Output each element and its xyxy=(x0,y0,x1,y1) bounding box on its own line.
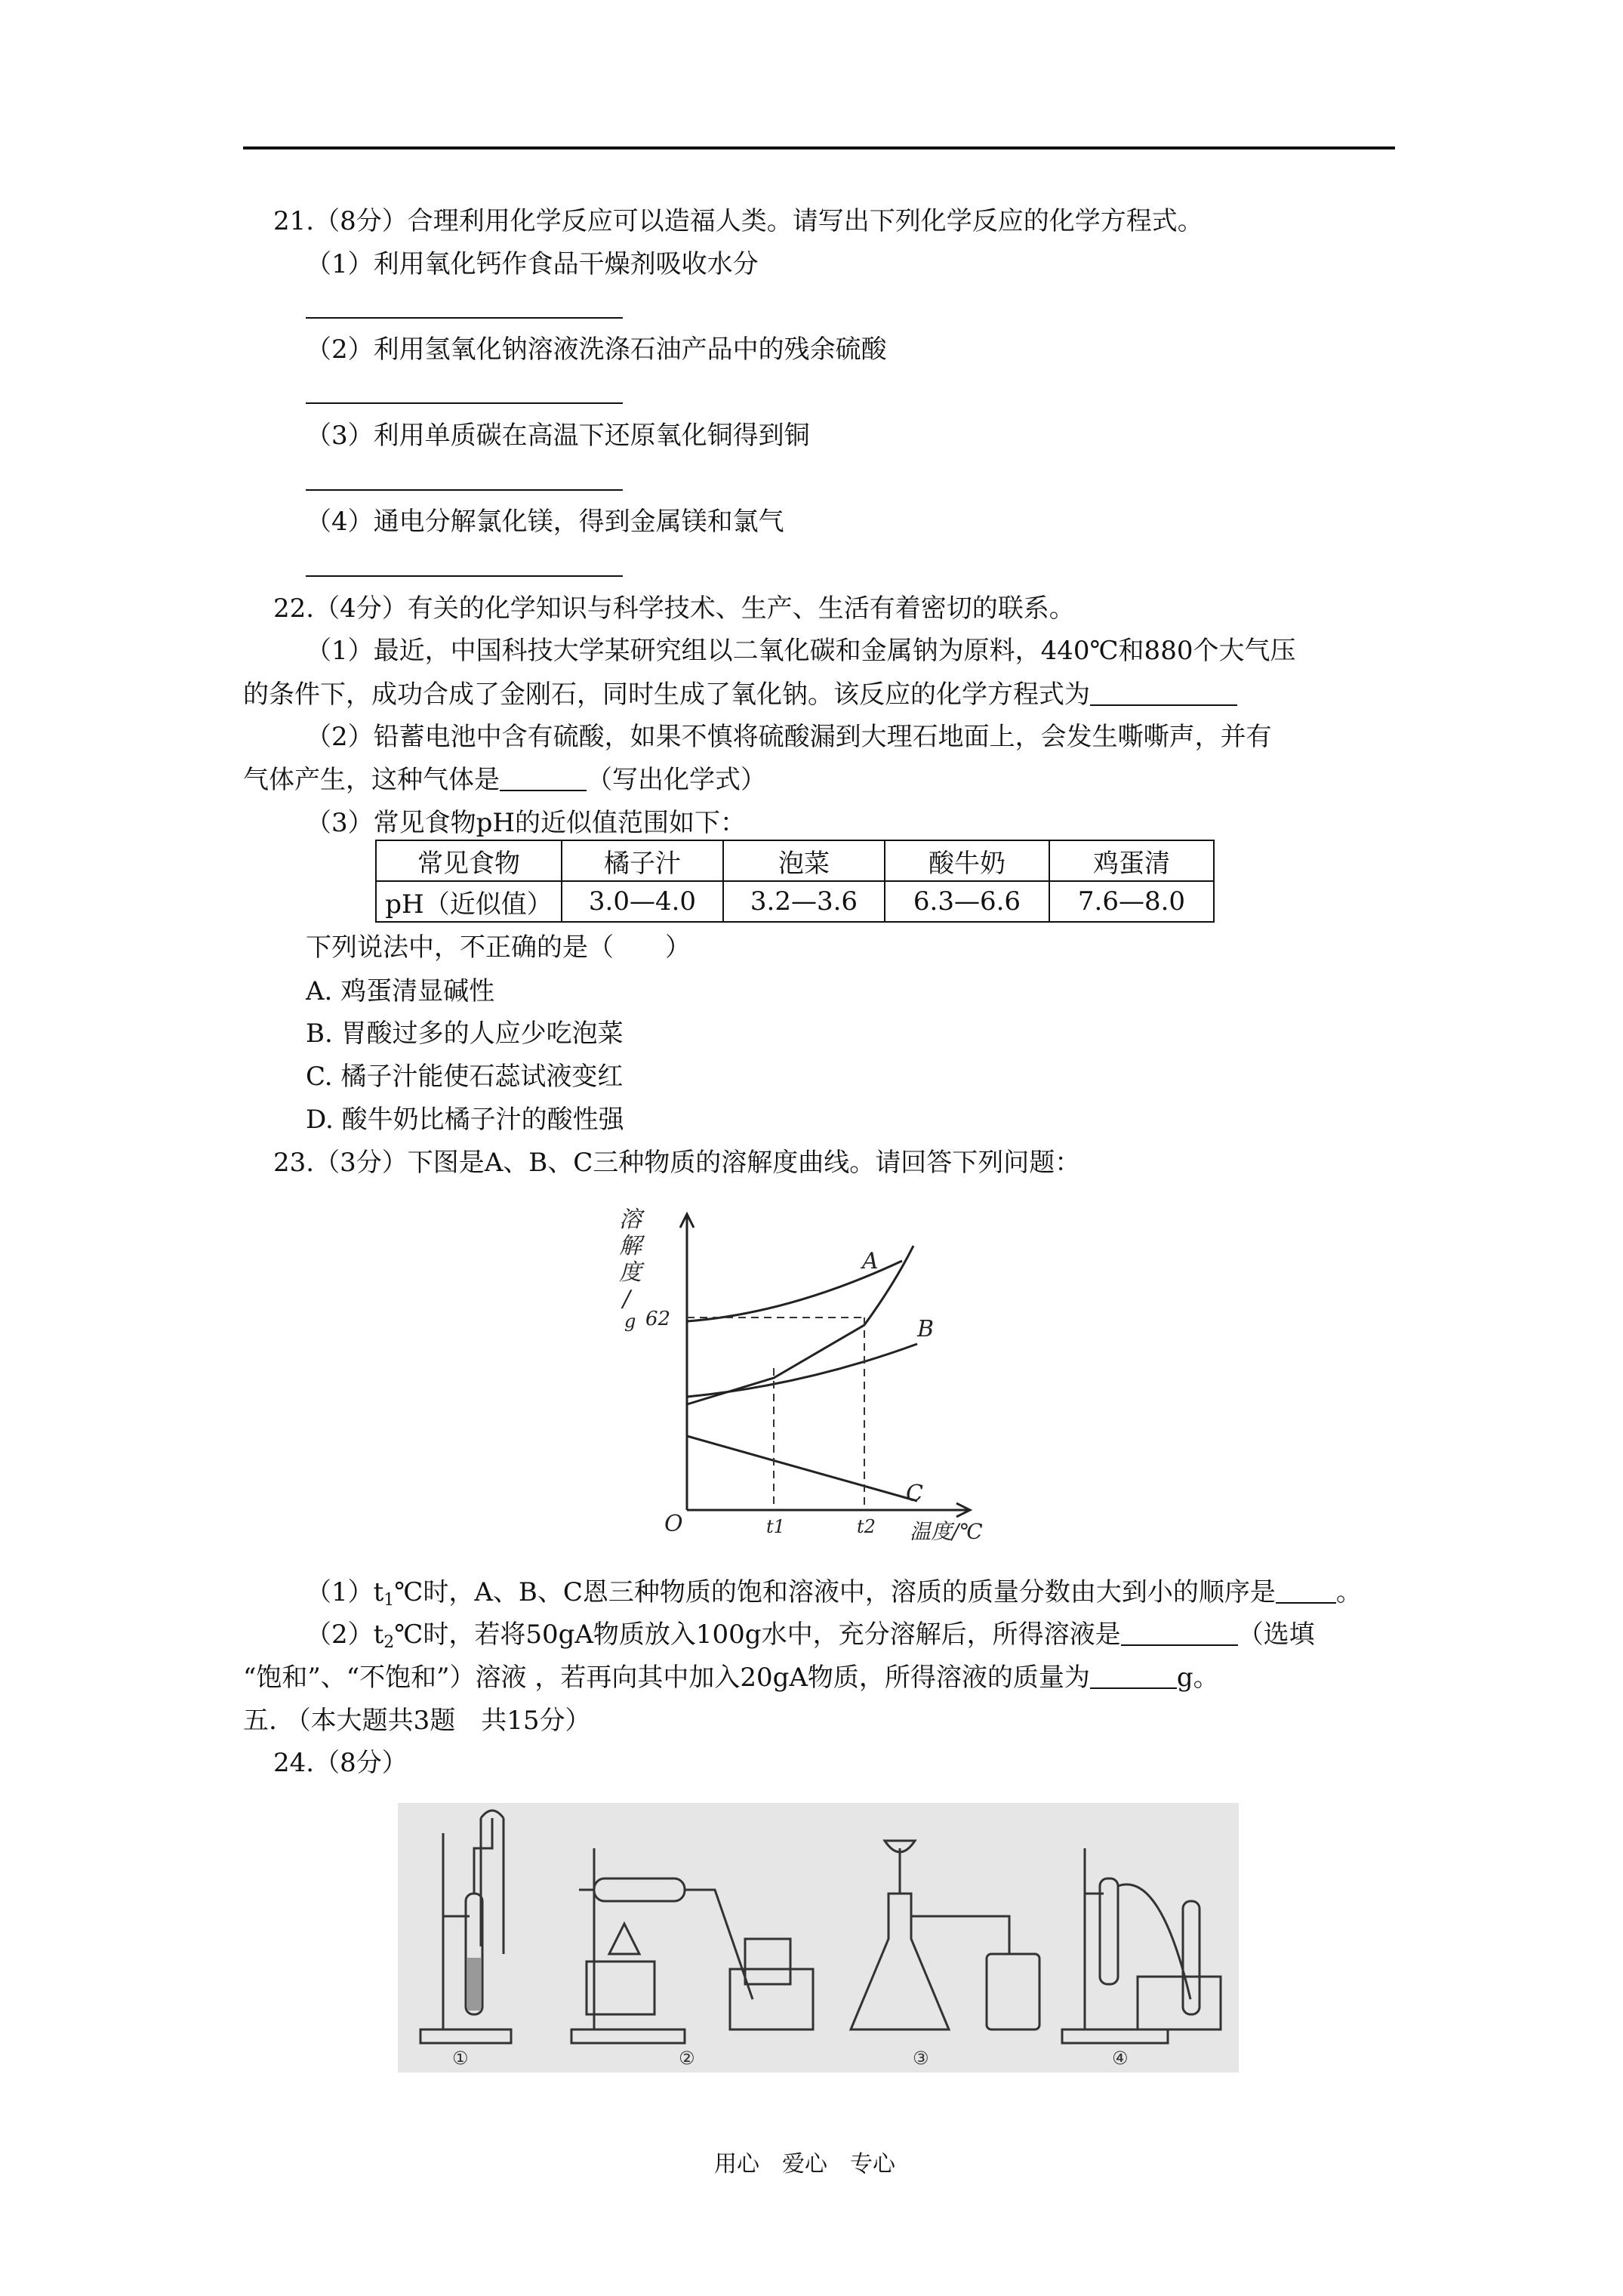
ph-table xyxy=(375,840,1215,923)
q22-p2-line1: （2）铅蓄电池中含有硫酸，如果不慎将硫酸漏到大理石地面上，会发生嘶嘶声，并有 xyxy=(306,722,1272,752)
q22-title: 22.（4分）有关的化学知识与科学技术、生产、生活有着密切的联系。 xyxy=(273,593,1075,624)
apparatus-label-3: ③ xyxy=(913,2048,929,2069)
page-footer: 用心 爱心 专心 xyxy=(714,2151,895,2177)
table-header: 鸡蛋清 xyxy=(1049,840,1214,881)
q23-p1 xyxy=(306,1579,1362,1609)
section-5-heading: 五. （本大题共3题 共15分） xyxy=(243,1706,591,1736)
q23-p2-text-b: ℃时，若将50gA物质放入100g水中，充分溶解后，所得溶液是 xyxy=(394,1620,1121,1650)
y-label-4: / xyxy=(623,1286,631,1312)
table-header: 常见食物 xyxy=(376,840,562,881)
q23-p2-line2-text: “饱和”、“不饱和”）溶液 ，若再向其中加入20gA物质，所得溶液的质量为 xyxy=(243,1663,1090,1693)
q22-p1-text: 的条件下，成功合成了金刚石，同时生成了氧化钠。该反应的化学方程式为 xyxy=(243,680,1090,710)
q23-p2-text-c: （选填 xyxy=(1237,1620,1315,1650)
table-cell: 7.6—8.0 xyxy=(1049,881,1214,922)
apparatus-label-4: ④ xyxy=(1112,2048,1129,2069)
x-axis-label: 温度/℃ xyxy=(910,1519,983,1544)
q22-p2-line2 xyxy=(243,767,766,793)
q23-title: 23.（3分）下图是A、B、C三种物质的溶解度曲线。请回答下列问题： xyxy=(273,1148,1081,1178)
q23-p2-line2 xyxy=(243,1663,1219,1693)
answer-blank xyxy=(306,317,623,319)
table-cell: pH（近似值） xyxy=(376,881,562,922)
table-cell: 6.3—6.6 xyxy=(885,881,1049,922)
q23-p1-text-b: ℃时，A、B、C恩三种物质的饱和溶液中，溶质的质量分数由大到小的顺序是 xyxy=(394,1577,1276,1607)
table-row xyxy=(376,840,1214,881)
q21-item-2: （2）利用氢氧化钠溶液洗涤石油产品中的残余硫酸 xyxy=(306,334,887,365)
origin-label: O xyxy=(664,1511,683,1537)
q21-item-4: （4）通电分解氯化镁，得到金属镁和氯气 xyxy=(306,507,784,537)
q23-p2-line1 xyxy=(306,1622,1315,1651)
curve-a xyxy=(687,1246,913,1404)
curve-label-b: B xyxy=(917,1316,935,1342)
answer-blank xyxy=(1090,682,1237,706)
option-b: B. 胃酸过多的人应少吃泡菜 xyxy=(306,1019,624,1049)
answer-blank xyxy=(306,575,623,577)
q22-p1-line1: （1）最近，中国科技大学某研究组以二氧化碳和金属钠为原料，440℃和880个大气压 xyxy=(306,636,1296,666)
q22-p3: （3）常见食物pH的近似值范围如下： xyxy=(306,808,747,838)
apparatus-label-2: ② xyxy=(679,2048,695,2069)
answer-blank xyxy=(1276,1579,1336,1604)
y-label-2: 解 xyxy=(619,1233,642,1259)
option-a: A. 鸡蛋清显碱性 xyxy=(306,976,495,1006)
curve-b xyxy=(687,1344,917,1397)
q22-question: 下列说法中，不正确的是（ ） xyxy=(306,932,691,963)
header-rule xyxy=(243,146,1395,149)
q23-p1-text: （1）t xyxy=(306,1577,384,1607)
answer-blank xyxy=(306,402,623,404)
table-header: 橘子汁 xyxy=(562,840,723,881)
y-label-5: g xyxy=(624,1311,636,1332)
curve-label-c: C xyxy=(906,1481,923,1507)
table-header: 泡菜 xyxy=(723,840,885,881)
solubility-graph xyxy=(615,1200,1008,1548)
y-label-1: 溶 xyxy=(619,1207,642,1233)
q23-p2-sub: 2 xyxy=(383,1633,395,1652)
q22-p1-line2 xyxy=(243,680,1237,710)
q24-title: 24.（8分） xyxy=(273,1748,408,1778)
option-c: C. 橘子汁能使石蕊试液变红 xyxy=(306,1062,624,1092)
q21-item-3: （3）利用单质碳在高温下还原氧化铜得到铜 xyxy=(306,421,810,451)
q21-title: 21.（8分）合理利用化学反应可以造福人类。请写出下列化学反应的化学方程式。 xyxy=(273,206,1203,236)
table-cell: 3.2—3.6 xyxy=(723,881,885,922)
q23-p2-line2-end: g。 xyxy=(1176,1663,1219,1693)
x-tick-t1: t1 xyxy=(766,1516,785,1537)
table-row xyxy=(376,881,1214,922)
answer-blank xyxy=(500,767,587,791)
x-tick-t2: t2 xyxy=(857,1516,876,1537)
table-cell: 3.0—4.0 xyxy=(562,881,723,922)
lab-apparatus-figure xyxy=(398,1803,1239,2073)
table-header: 酸牛奶 xyxy=(885,840,1049,881)
q23-p1-sub: 1 xyxy=(383,1591,395,1610)
q22-p2-text: 气体产生，这种气体是 xyxy=(243,765,500,795)
y-tick-62: 62 xyxy=(645,1308,671,1330)
answer-blank xyxy=(1121,1622,1238,1646)
option-d: D. 酸牛奶比橘子汁的酸性强 xyxy=(306,1105,624,1135)
y-label-3: 度 xyxy=(619,1259,642,1286)
apparatus-label-1: ① xyxy=(452,2048,469,2069)
q23-p2-text: （2）t xyxy=(306,1620,384,1650)
q22-p2-text-end: （写出化学式） xyxy=(587,765,766,795)
figure-background xyxy=(398,1803,1239,2073)
curve-c xyxy=(687,1436,917,1501)
answer-blank xyxy=(306,489,623,491)
answer-blank xyxy=(1090,1665,1177,1689)
q23-p1-end: 。 xyxy=(1335,1577,1362,1607)
curve-label-a: A xyxy=(862,1248,879,1274)
q21-item-1: （1）利用氧化钙作食品干燥剂吸收水分 xyxy=(306,249,759,279)
